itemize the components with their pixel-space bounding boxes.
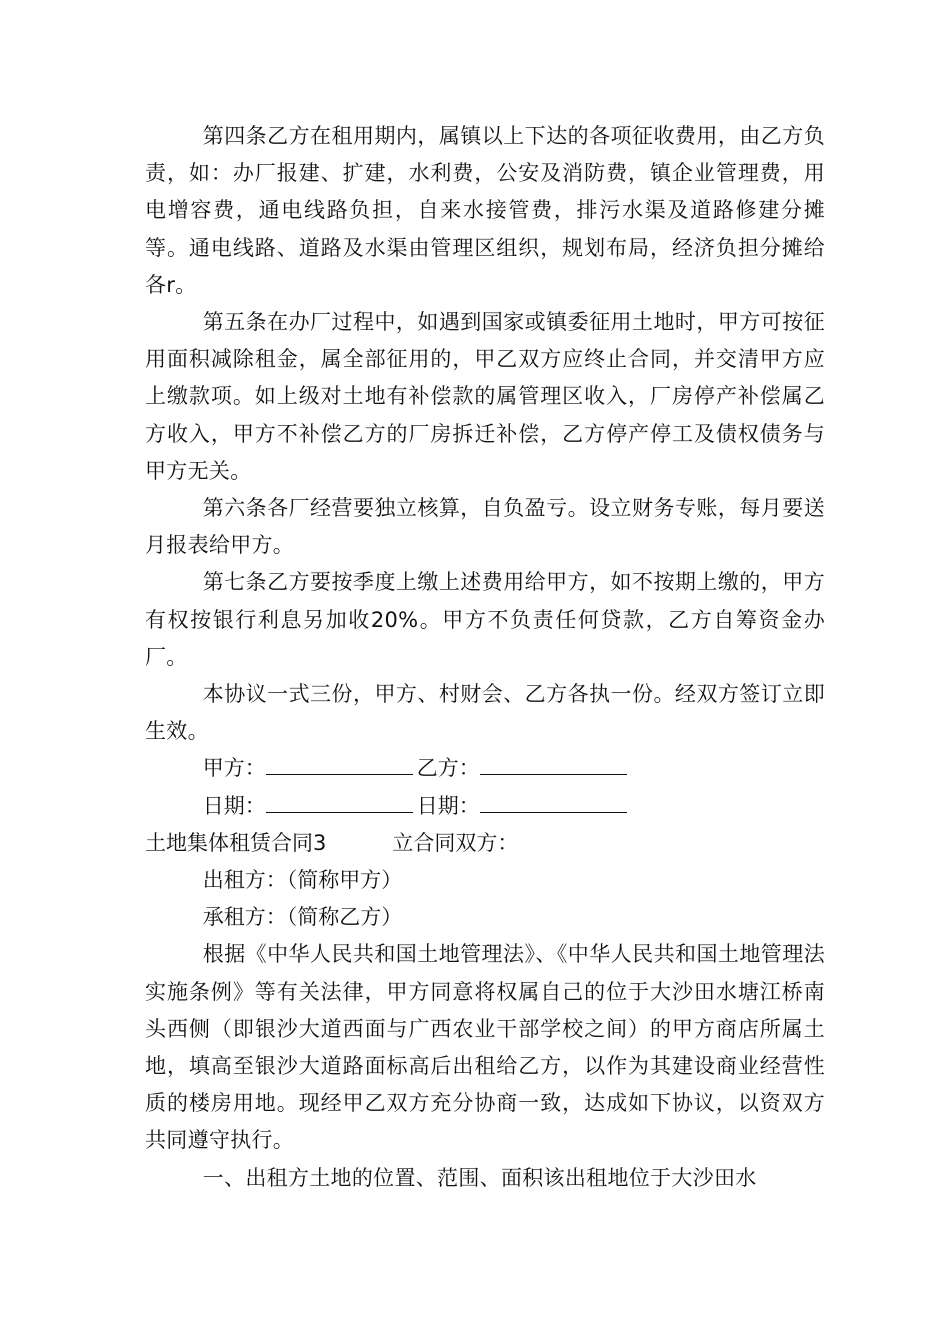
copies-clause-paragraph: 本协议一式三份，甲方、村财会、乙方各执一份。经双方签订立即生效。 xyxy=(145,682,825,744)
signature-parties-row xyxy=(145,750,825,787)
lessor-line: 出租方：（简称甲方） xyxy=(202,868,403,893)
article-4-paragraph: 第四条乙方在租用期内，属镇以上下达的各项征收费用，由乙方负责，如：办厂报建、扩建，水利费，公安及消防费，镇企业管理费，用电增容费，通电线路负担，自来水接管费，排污水渠及道路修建分摊等。通电线路、道路及水渠由管理区组织，规划布局，经济负担分摊给各r。 xyxy=(145,124,825,297)
article-6-paragraph: 第六条各厂经营要独立核算，自负盈亏。设立财务专账，每月要送月报表给甲方。 xyxy=(145,496,825,558)
date-a-label: 日期： xyxy=(202,793,266,818)
article-7-paragraph: 第七条乙方要按季度上缴上述费用给甲方，如不按期上缴的，甲方有权按银行利息另加收20%。甲方不负责任何贷款，乙方自筹资金办厂。 xyxy=(145,570,825,669)
party-a-label: 甲方： xyxy=(202,756,266,781)
article-5-paragraph: 第五条在办厂过程中，如遇到国家或镇委征用土地时，甲方可按征用面积减除租金，属全部征用的，甲乙双方应终止合同，并交清甲方应上缴款项。如上级对土地有补偿款的属管理区收入，厂房停产补偿属乙方收入，甲方不补偿乙方的厂房拆迁补偿，乙方停产停工及债权债务与甲方无关。 xyxy=(145,310,825,483)
legal-basis-paragraph: 根据《中华人民共和国土地管理法》、《中华人民共和国土地管理法实施条例》等有关法律，甲方同意将权属自己的位于大沙田水塘江桥南头西侧（即银沙大道西面与广西农业干部学校之间）的甲方商店所属土地，填高至银沙大道路面标高后出租给乙方，以作为其建设商业经营性质的楼房用地。现经甲乙双方充分协商一致，达成如下协议，以资双方共同遵守执行。 xyxy=(145,942,825,1153)
contract-title: 土地集体租赁合同3 xyxy=(145,830,327,855)
parties-intro: 立合同双方： xyxy=(392,830,519,855)
date-b-label: 日期： xyxy=(416,793,480,818)
contract-3-heading-row xyxy=(145,825,825,862)
clause-1-paragraph: 一、出租方土地的位置、范围、面积该出租地位于大沙田水 xyxy=(202,1165,757,1190)
lessee-line: 承租方：（简称乙方） xyxy=(202,905,403,930)
signature-dates-row xyxy=(145,788,825,825)
party-b-signature-blank xyxy=(480,756,627,775)
party-a-signature-blank xyxy=(266,756,413,775)
date-b-blank xyxy=(480,794,627,813)
date-a-blank xyxy=(266,794,413,813)
document-body xyxy=(145,118,825,1197)
party-b-label: 乙方： xyxy=(416,756,480,781)
